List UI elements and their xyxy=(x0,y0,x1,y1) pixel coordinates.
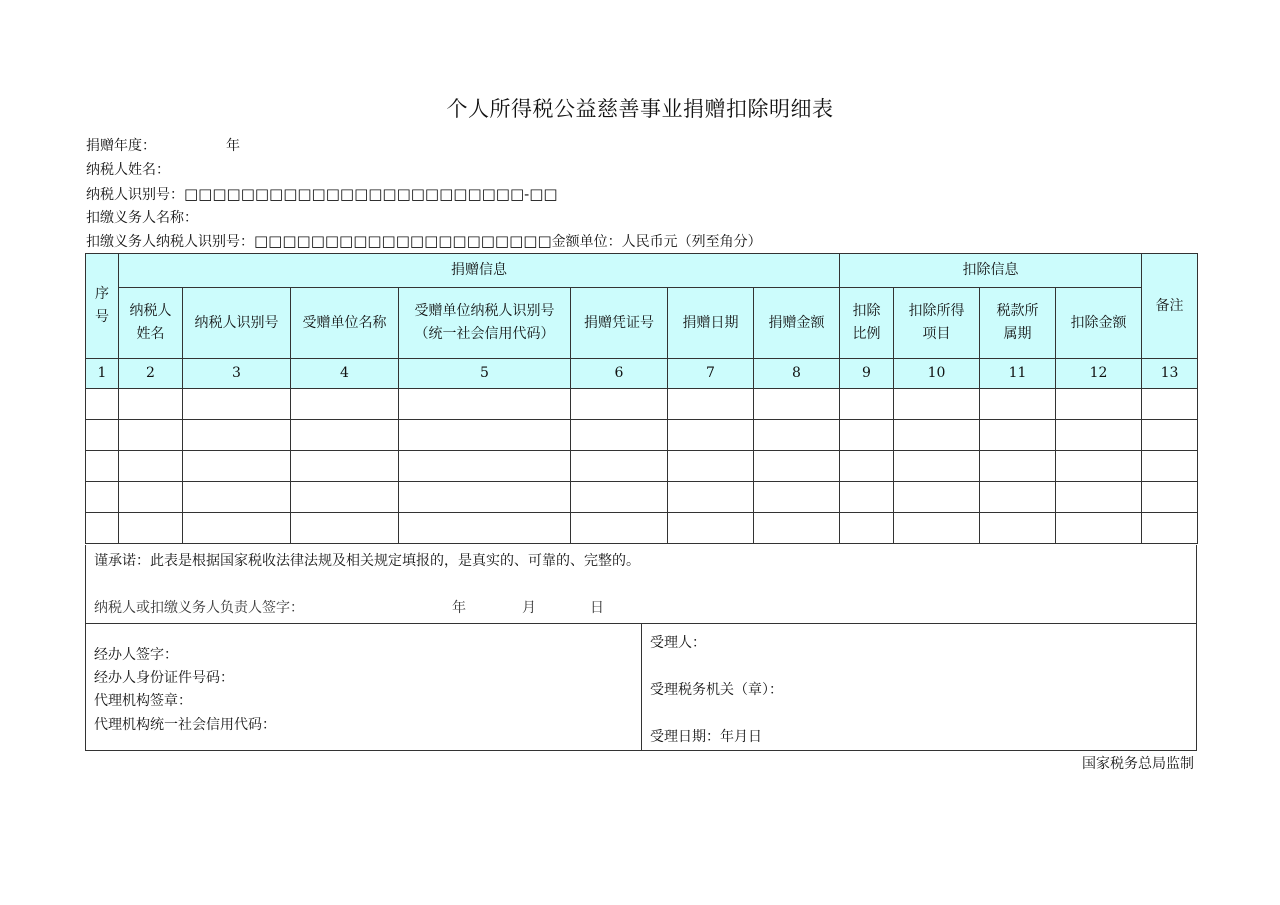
commitment-text: 谨承诺：此表是根据国家税收法律法规及相关规定填报的，是真实的、可靠的、完整的。 xyxy=(94,553,640,569)
cell[interactable] xyxy=(840,389,894,420)
col-number: 13 xyxy=(1142,359,1198,389)
cell[interactable] xyxy=(668,451,754,482)
accept-date-label: 受理日期：年月日 xyxy=(650,729,762,745)
col-number: 3 xyxy=(183,359,291,389)
cell[interactable] xyxy=(1056,389,1142,420)
cell[interactable] xyxy=(840,420,894,451)
cell[interactable] xyxy=(980,482,1056,513)
cell[interactable] xyxy=(754,482,840,513)
col-voucher-no: 捐赠凭证号 xyxy=(571,288,668,359)
donation-detail-table xyxy=(85,253,1198,544)
donation-year-label: 捐赠年度： xyxy=(86,138,156,154)
donation-year-line xyxy=(86,137,240,155)
taxpayer-name-line xyxy=(86,161,170,179)
cell[interactable] xyxy=(754,420,840,451)
cell[interactable] xyxy=(894,389,980,420)
section-divider xyxy=(641,624,642,750)
cell[interactable] xyxy=(980,420,1056,451)
cell[interactable] xyxy=(571,513,668,544)
cell[interactable] xyxy=(840,513,894,544)
cell[interactable] xyxy=(399,389,571,420)
taxpayer-id-label: 纳税人识别号： xyxy=(86,187,184,203)
col-number: 1 xyxy=(86,359,119,389)
cell[interactable] xyxy=(183,420,291,451)
cell[interactable] xyxy=(399,482,571,513)
remark-header: 备注 xyxy=(1142,254,1198,359)
col-recipient-name: 受赠单位名称 xyxy=(291,288,399,359)
taxpayer-id-boxes: □□□□□□□□□□□□□□□□□□□□□□□□-□□ xyxy=(184,185,558,203)
col-number: 5 xyxy=(399,359,571,389)
col-number: 8 xyxy=(754,359,840,389)
cell[interactable] xyxy=(668,513,754,544)
sign-day: 日 xyxy=(590,600,604,616)
cell[interactable] xyxy=(119,513,183,544)
cell[interactable] xyxy=(840,451,894,482)
cell[interactable] xyxy=(1056,513,1142,544)
taxpayer-id-line xyxy=(86,185,558,204)
cell[interactable] xyxy=(183,482,291,513)
withholder-id-label: 扣缴义务人纳税人识别号： xyxy=(86,234,254,250)
col-donation-amount: 捐赠金额 xyxy=(754,288,840,359)
deduction-info-header: 扣除信息 xyxy=(840,254,1142,288)
cell[interactable] xyxy=(571,482,668,513)
year-unit: 年 xyxy=(226,138,240,154)
cell[interactable] xyxy=(754,451,840,482)
cell[interactable] xyxy=(980,389,1056,420)
table-row xyxy=(86,451,1198,482)
cell[interactable] xyxy=(291,513,399,544)
cell[interactable] xyxy=(1142,420,1198,451)
cell[interactable] xyxy=(980,513,1056,544)
col-recipient-id-line2: （统一社会信用代码） xyxy=(414,326,555,342)
col-number: 7 xyxy=(668,359,754,389)
col-deduction-item: 扣除所得项目 xyxy=(894,288,980,359)
withholder-name-line xyxy=(86,209,198,227)
col-number: 6 xyxy=(571,359,668,389)
cell[interactable] xyxy=(894,451,980,482)
col-donation-date: 捐赠日期 xyxy=(668,288,754,359)
cell[interactable] xyxy=(754,389,840,420)
page-title: 个人所得税公益慈善事业捐赠扣除明细表 xyxy=(446,97,834,121)
sign-year: 年 xyxy=(452,600,466,616)
cell[interactable] xyxy=(119,482,183,513)
cell[interactable] xyxy=(894,420,980,451)
agency-seal-label: 代理机构签章： xyxy=(94,693,192,709)
cell[interactable] xyxy=(183,451,291,482)
cell[interactable] xyxy=(119,451,183,482)
table-row xyxy=(86,513,1198,544)
cell[interactable] xyxy=(1056,420,1142,451)
cell[interactable] xyxy=(571,451,668,482)
tax-office-label: 受理税务机关（章）： xyxy=(650,682,783,698)
cell[interactable] xyxy=(571,389,668,420)
col-number: 10 xyxy=(894,359,980,389)
cell[interactable] xyxy=(86,482,119,513)
cell[interactable] xyxy=(399,420,571,451)
withholder-id-line xyxy=(86,232,762,251)
cell[interactable] xyxy=(86,420,119,451)
col-number: 9 xyxy=(840,359,894,389)
cell[interactable] xyxy=(1142,389,1198,420)
table-row xyxy=(86,420,1198,451)
signature-label: 纳税人或扣缴义务人负责人签字： xyxy=(94,600,304,616)
col-number: 11 xyxy=(980,359,1056,389)
cell[interactable] xyxy=(754,513,840,544)
cell[interactable] xyxy=(571,420,668,451)
issuer-footer: 国家税务总局监制 xyxy=(1082,756,1194,772)
col-number: 12 xyxy=(1056,359,1142,389)
table-row xyxy=(86,482,1198,513)
seq-header: 序号 xyxy=(86,254,119,359)
currency-unit: 金额单位：人民币元（列至角分） xyxy=(551,234,762,250)
cell[interactable] xyxy=(119,420,183,451)
cell[interactable] xyxy=(1142,451,1198,482)
cell[interactable] xyxy=(291,420,399,451)
cell[interactable] xyxy=(1056,451,1142,482)
col-recipient-id xyxy=(399,288,571,359)
cell[interactable] xyxy=(894,482,980,513)
withholder-name-label: 扣缴义务人名称： xyxy=(86,210,198,226)
col-taxpayer-id: 纳税人识别号 xyxy=(183,288,291,359)
cell[interactable] xyxy=(183,389,291,420)
handler-sign-label: 经办人签字： xyxy=(94,647,178,663)
commitment-section xyxy=(85,545,1197,624)
col-number: 4 xyxy=(291,359,399,389)
cell[interactable] xyxy=(980,451,1056,482)
col-recipient-id-line1: 受赠单位纳税人识别号 xyxy=(414,303,555,319)
agency-code-label: 代理机构统一社会信用代码： xyxy=(94,717,276,733)
taxpayer-name-label: 纳税人姓名： xyxy=(86,162,170,178)
col-number: 2 xyxy=(119,359,183,389)
cell[interactable] xyxy=(399,451,571,482)
sign-month: 月 xyxy=(522,600,536,616)
cell[interactable] xyxy=(291,482,399,513)
table-row xyxy=(86,389,1198,420)
handler-id-label: 经办人身份证件号码： xyxy=(94,670,234,686)
cell[interactable] xyxy=(668,389,754,420)
cell[interactable] xyxy=(894,513,980,544)
cell[interactable] xyxy=(1056,482,1142,513)
cell[interactable] xyxy=(668,420,754,451)
column-number-row xyxy=(86,359,1198,389)
agent-acceptance-section xyxy=(85,623,1197,751)
cell[interactable] xyxy=(291,451,399,482)
cell[interactable] xyxy=(1142,482,1198,513)
cell[interactable] xyxy=(86,513,119,544)
cell[interactable] xyxy=(86,451,119,482)
donation-info-header: 捐赠信息 xyxy=(119,254,840,288)
col-deduction-ratio: 扣除比例 xyxy=(840,288,894,359)
cell[interactable] xyxy=(399,513,571,544)
col-tax-period: 税款所属期 xyxy=(980,288,1056,359)
cell[interactable] xyxy=(86,389,119,420)
col-deduction-amount: 扣除金额 xyxy=(1056,288,1142,359)
cell[interactable] xyxy=(183,513,291,544)
cell[interactable] xyxy=(840,482,894,513)
cell[interactable] xyxy=(668,482,754,513)
cell[interactable] xyxy=(291,389,399,420)
cell[interactable] xyxy=(119,389,183,420)
col-taxpayer-name: 纳税人姓名 xyxy=(119,288,183,359)
cell[interactable] xyxy=(1142,513,1198,544)
acceptor-label: 受理人： xyxy=(650,635,706,651)
withholder-id-boxes: □□□□□□□□□□□□□□□□□□□□□ xyxy=(254,232,552,250)
